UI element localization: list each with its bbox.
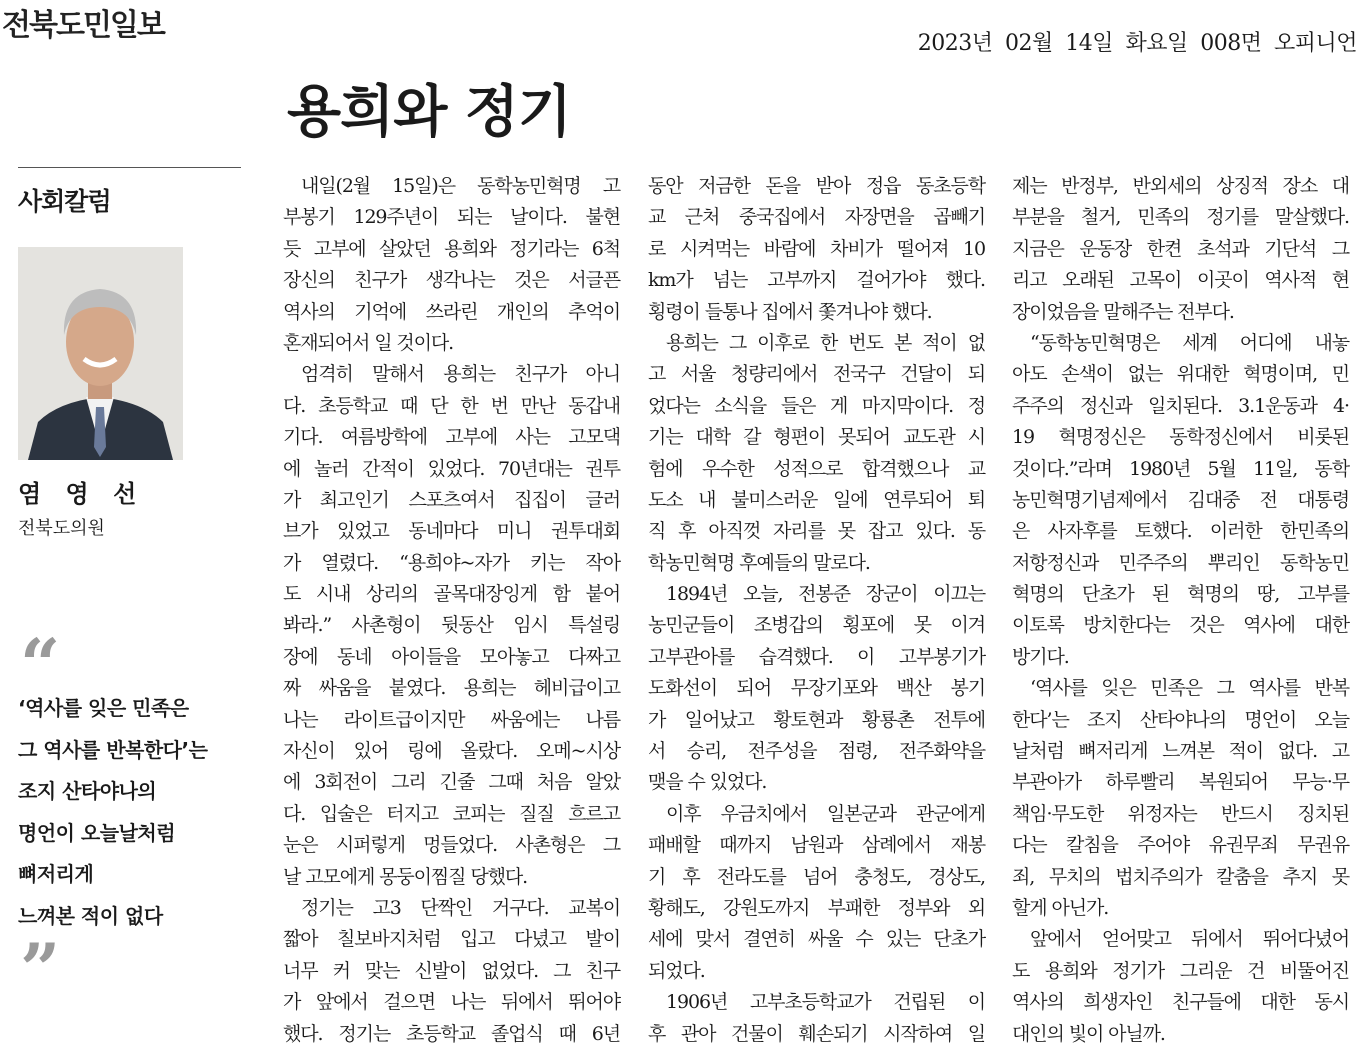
body-text-line: 후 관아 건물이 훼손되기 시작하여 일 xyxy=(648,1022,985,1045)
body-text-line: 짧아 칠보바지처럼 입고 다녔고 발이 xyxy=(283,928,620,951)
body-text-line: 도 용희와 정기가 그리운 건 비뚤어진 xyxy=(1012,959,1349,982)
body-text-line: 었다는 소식을 들은 게 마지막이다. 정 xyxy=(648,394,985,417)
body-text-line: 이토록 방치한다는 것은 역사에 대한 xyxy=(1012,614,1349,637)
body-text-line: 눈은 시퍼렇게 멍들었다. 사촌형은 그 xyxy=(283,834,620,857)
body-text-line: 19 혁명정신은 동학정신에서 비롯된 xyxy=(1012,426,1349,449)
body-text-line: 장신의 친구가 생각나는 것은 서글픈 xyxy=(283,269,620,292)
body-text-line: 교 근처 중국집에서 자장면을 곱빼기 xyxy=(648,206,985,229)
body-text-line: 은 사자후를 토했다. 이러한 한민족의 xyxy=(1012,520,1349,543)
body-text-line: 농민혁명기념제에서 김대중 전 대통령 xyxy=(1012,488,1349,511)
body-text-line: 주주의 정신과 일치된다. 3.1운동과 4· xyxy=(1012,394,1349,417)
body-text-line: 제는 반정부, 반외세의 상징적 장소 대 xyxy=(1012,175,1349,197)
article-column-1 xyxy=(283,171,620,1050)
body-text-line: “동학농민혁명은 세계 어디에 내놓 xyxy=(1030,331,1349,354)
body-text-line: 에 놀러 간적이 있었다. 70년대는 권투 xyxy=(283,457,620,480)
section-label: 사회칼럼 xyxy=(18,187,111,216)
body-text-line: 했다. 정기는 초등학교 졸업식 때 6년 xyxy=(283,1022,620,1045)
body-text-line: 기는 대학 갈 형편이 못되어 교도관 시 xyxy=(648,426,985,449)
body-text-line: 저항정신과 민주주의 뿌리인 동학농민 xyxy=(1012,551,1349,574)
author-photo xyxy=(18,247,183,460)
body-text-line: 다는 칼침을 주어야 유권무죄 무권유 xyxy=(1012,834,1349,857)
body-text-line: 서 승리, 전주성을 점령, 전주화약을 xyxy=(648,740,985,763)
body-text-line: 날처럼 뼈저리게 느껴본 적이 없다. 고 xyxy=(1012,740,1349,763)
pull-quote-line: 명언이 오늘날처럼 xyxy=(18,820,176,845)
body-text-line: 리고 오래된 고목이 이곳이 역사적 현 xyxy=(1012,269,1349,292)
body-text-line: 1894년 오늘, 전봉준 장군이 이끄는 xyxy=(666,583,985,606)
dateline: 2023년 02월 14일 화요일 008면 오피니언 xyxy=(917,31,1357,56)
body-text-line: 고부관아를 습격했다. 이 고부봉기가 xyxy=(648,645,985,668)
author-name: 염 영 선 xyxy=(18,480,145,508)
body-text-line: 내일(2월 15일)은 동학농민혁명 고 xyxy=(301,175,620,197)
article-title: 용희와 정기 xyxy=(287,80,571,145)
close-quote-icon: ” xyxy=(20,928,61,1011)
body-text-line: 가 최고인기 스포츠여서 집집이 글러 xyxy=(283,488,620,511)
body-text-line: 부관아가 하루빨리 복원되어 무능·무 xyxy=(1012,771,1349,794)
body-text-line: 로 시켜먹는 바람에 차비가 떨어져 10 xyxy=(648,237,985,260)
body-text-line: 도 시내 상리의 골목대장잉게 함 붙어 xyxy=(283,583,620,606)
body-text-line: 봐라.” 사촌형이 뒷동산 임시 특설링 xyxy=(283,614,620,637)
body-text-line: 한다’는 조지 산타야나의 명언이 오늘 xyxy=(1012,708,1349,731)
body-text-line: 날 고모에게 몽둥이찜질 당했다. xyxy=(283,865,528,888)
pull-quote-line: 조지 산타야나의 xyxy=(18,779,157,803)
body-text-line: 너무 커 맞는 신발이 없었다. 그 친구 xyxy=(283,959,620,982)
body-text-line: 장이었음을 말해주는 전부다. xyxy=(1012,300,1234,323)
body-text-line: 것이다.”라며 1980년 5월 11일, 동학 xyxy=(1012,457,1349,480)
body-text-line: 엄격히 말해서 용희는 친구가 아니 xyxy=(301,363,620,386)
body-text-line: 가 일어났고 황토현과 황룡촌 전투에 xyxy=(648,708,985,731)
body-text-line: 농민군들이 조병갑의 횡포에 못 이겨 xyxy=(648,614,985,637)
pull-quote-line: 그 역사를 반복한다’는 xyxy=(18,737,208,762)
body-text-line: 혼재되어서 일 것이다. xyxy=(283,331,454,354)
body-text-line: 패배할 때까지 남원과 삼례에서 재봉 xyxy=(648,834,985,857)
body-text-line: 혁명의 단초가 된 혁명의 땅, 고부를 xyxy=(1012,583,1349,606)
body-text-line: 되었다. xyxy=(648,959,705,982)
body-text-line: 횡령이 들통나 집에서 쫓겨나야 했다. xyxy=(648,300,932,323)
body-text-line: ‘역사를 잊은 민족은 그 역사를 반복 xyxy=(1030,677,1349,700)
body-text-line: 방기다. xyxy=(1012,645,1069,668)
body-text-line: 자신이 있어 링에 올랐다. 오메~시상 xyxy=(283,740,620,763)
body-text-line: 험에 우수한 성적으로 합격했으나 교 xyxy=(648,457,985,480)
body-text-line: km가 넘는 고부까지 걸어가야 했다. xyxy=(648,269,985,292)
pull-quote xyxy=(18,688,207,937)
pull-quote-line: ‘역사를 잊은 민족은 xyxy=(18,696,189,720)
body-text-line: 브가 있었고 동네마다 미니 권투대회 xyxy=(283,520,620,543)
body-text-line: 역사의 기억에 쓰라린 개인의 추억이 xyxy=(283,300,620,323)
body-text-line: 할게 아닌가. xyxy=(1012,896,1109,919)
body-text-line: 도화선이 되어 무장기포와 백산 봉기 xyxy=(648,677,985,700)
article-column-3 xyxy=(1012,171,1349,1050)
body-text-line: 정기는 고3 단짝인 거구다. 교복이 xyxy=(301,896,620,919)
body-text-line: 지금은 운동장 한켠 초석과 기단석 그 xyxy=(1012,237,1349,260)
open-quote-icon: “ xyxy=(20,623,61,706)
body-text-line: 듯 고부에 살았던 용희와 정기라는 6척 xyxy=(283,237,620,260)
body-text-line: 기다. 여름방학에 고부에 사는 고모댁 xyxy=(283,426,620,449)
section-divider xyxy=(18,167,241,168)
body-text-line: 다. 초등학교 때 단 한 번 만난 동갑내 xyxy=(283,394,620,417)
body-text-line: 대인의 빛이 아닐까. xyxy=(1012,1022,1165,1045)
author-role: 전북도의원 xyxy=(18,518,105,539)
body-text-line: 맺을 수 있었다. xyxy=(648,771,767,794)
body-text-line: 아도 손색이 없는 위대한 혁명이며, 민 xyxy=(1012,363,1349,386)
body-text-line: 책임·무도한 위정자는 반드시 징치된 xyxy=(1012,802,1349,825)
body-text-line: 장에 동네 아이들을 모아놓고 다짜고 xyxy=(283,645,620,668)
body-text-line: 황해도, 강원도까지 부패한 정부와 외 xyxy=(648,896,985,919)
body-text-line: 죄, 무치의 법치주의가 칼춤을 추지 못 xyxy=(1012,865,1349,888)
body-text-line: 이후 우금치에서 일본군과 관군에게 xyxy=(666,802,985,825)
body-text-line: 학농민혁명 후예들의 말로다. xyxy=(648,551,870,574)
body-text-line: 직 후 아직껏 자리를 못 잡고 있다. 동 xyxy=(648,520,985,543)
body-text-line: 역사의 희생자인 친구들에 대한 동시 xyxy=(1012,991,1349,1014)
body-text-line: 기 후 전라도를 넘어 충청도, 경상도, xyxy=(648,865,985,888)
body-text-line: 짜 싸움을 붙였다. 용희는 헤비급이고 xyxy=(283,677,620,700)
body-text-line: 고 서울 청량리에서 전국구 건달이 되 xyxy=(648,363,985,386)
body-text-line: 세에 맞서 결연히 싸울 수 있는 단초가 xyxy=(648,928,985,951)
body-text-line: 가 앞에서 걸으면 나는 뒤에서 뛰어야 xyxy=(283,991,620,1014)
body-text-line: 동안 저금한 돈을 받아 정읍 동초등학 xyxy=(648,175,985,197)
pull-quote-line: 뼈저리게 xyxy=(18,862,94,886)
body-text-line: 부분을 철거, 민족의 정기를 말살했다. xyxy=(1012,206,1349,229)
body-text-line: 1906년 고부초등학교가 건립된 이 xyxy=(666,991,985,1014)
body-text-line: 다. 입술은 터지고 코피는 질질 흐르고 xyxy=(283,802,620,825)
body-text-line: 용희는 그 이후로 한 번도 본 적이 없 xyxy=(666,331,985,354)
body-text-line: 나는 라이트급이지만 싸움에는 나름 xyxy=(283,708,620,731)
body-text-line: 도소 내 불미스러운 일에 연루되어 퇴 xyxy=(648,488,985,511)
body-text-line: 가 열렸다. “용희야~자가 키는 작아 xyxy=(283,551,620,574)
body-text-line: 앞에서 얻어맞고 뒤에서 뛰어다녔어 xyxy=(1030,928,1349,951)
article-column-2 xyxy=(648,171,985,1050)
body-text-line: 부봉기 129주년이 되는 날이다. 불현 xyxy=(283,206,620,229)
body-text-line: 에 3회전이 그리 긴줄 그때 처음 알았 xyxy=(283,771,620,794)
newspaper-logo: 전북도민일보 xyxy=(2,8,164,43)
pull-quote-line: 느껴본 적이 없다 xyxy=(18,903,163,928)
